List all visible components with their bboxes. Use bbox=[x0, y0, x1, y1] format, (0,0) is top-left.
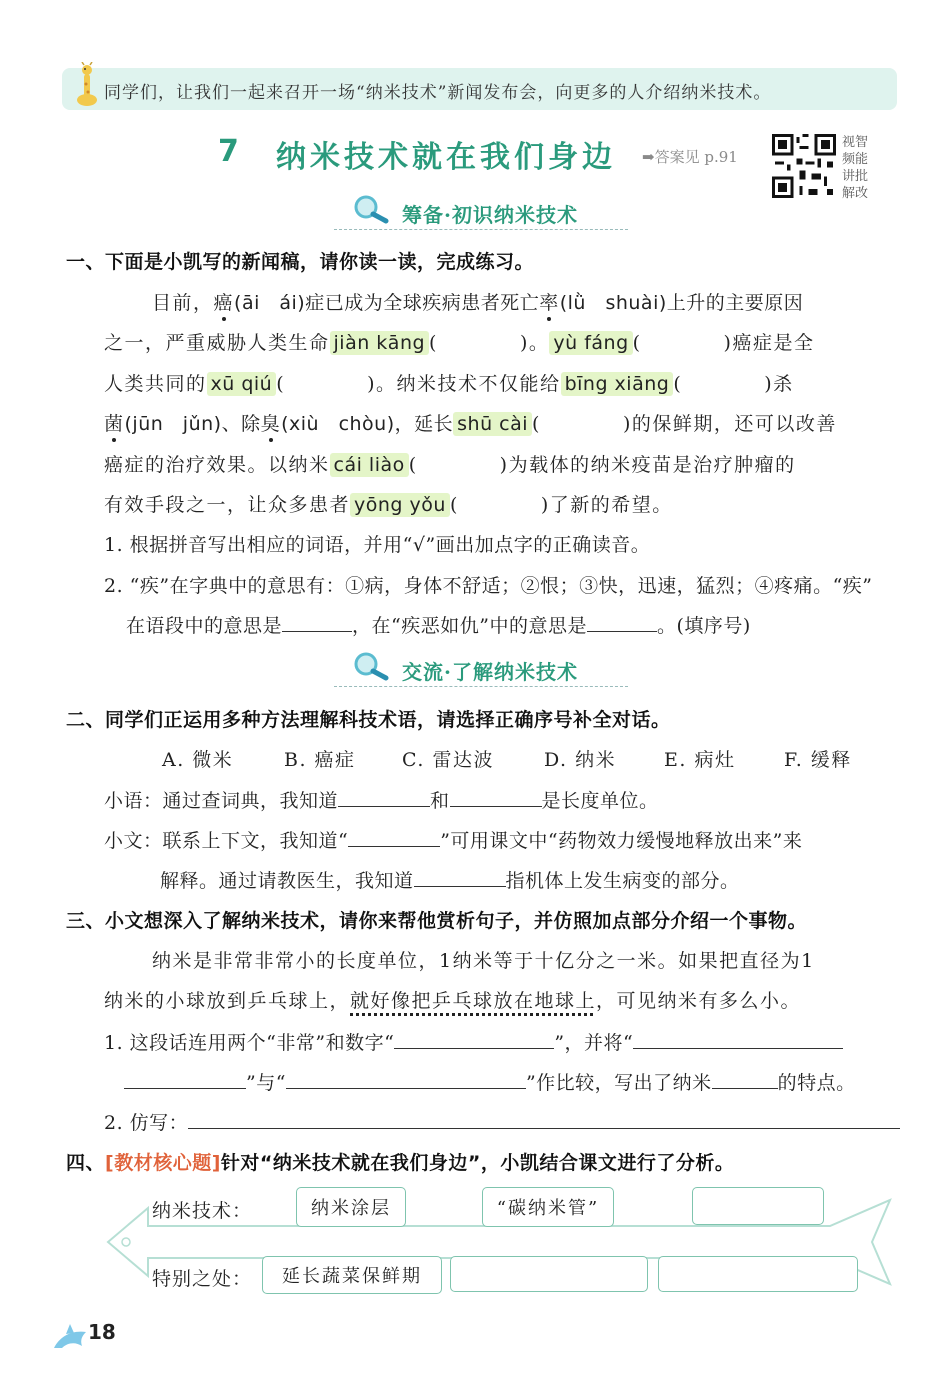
section-divider bbox=[334, 686, 628, 687]
q3-subquestion-2: 2. 仿写： bbox=[104, 1108, 900, 1135]
q3-passage-line-2: 纳米的小球放到乒乓球上，就好像把乒乓球放在地球上，可见纳米有多么小。 bbox=[104, 990, 802, 1012]
lesson-number: 7 bbox=[218, 134, 239, 169]
q1-paragraph-line-6: 有效手段之一，让众多患者 yōng yǒu ( )了新的希望。 bbox=[104, 494, 673, 516]
magnifier-icon bbox=[352, 651, 390, 681]
pinyin-cai-liao: cái liào bbox=[330, 453, 409, 477]
answer-blank[interactable] bbox=[450, 788, 542, 807]
answer-blank[interactable] bbox=[348, 828, 440, 847]
section-divider bbox=[334, 229, 628, 230]
answer-blank[interactable] bbox=[633, 1030, 843, 1049]
giraffe-icon bbox=[70, 62, 104, 108]
option-f: F. 缓释 bbox=[784, 749, 852, 771]
tech-box-1: 纳米涂层 bbox=[296, 1187, 406, 1227]
section-heading-exchange: 交流·了解纳米技术 bbox=[402, 660, 578, 684]
pinyin-yu-fang: yù fáng bbox=[549, 331, 632, 355]
banner-text: 同学们，让我们一起来召开一场“纳米技术”新闻发布会，向更多的人介绍纳米技术。 bbox=[104, 83, 772, 103]
question-1-heading: 一、下面是小凯写的新闻稿，请你读一读，完成练习。 bbox=[66, 251, 535, 273]
page-number: 18 bbox=[88, 1320, 116, 1344]
feature-box-3-empty[interactable] bbox=[658, 1256, 858, 1292]
feature-box-2-empty[interactable] bbox=[450, 1256, 648, 1292]
option-d: D. 纳米 bbox=[544, 749, 617, 771]
core-question-tag: [教材核心题] bbox=[105, 1152, 221, 1174]
question-3-heading: 三、小文想深入了解纳米技术，请你来帮他赏析句子，并仿照加点部分介绍一个事物。 bbox=[66, 910, 808, 932]
q3-subquestion-1: 1. 这段话连用两个“非常”和数字“ ”，并将“ bbox=[104, 1028, 843, 1055]
qr-label: 视智 频能 讲批 解改 bbox=[842, 135, 869, 201]
row-label-tech: 纳米技术： bbox=[152, 1200, 253, 1222]
pinyin-yong-you: yōng yǒu bbox=[350, 493, 450, 517]
q1-paragraph-line-4: 菌(jūn jǔn)、除臭(xiù chòu)，延长 shū cài ( )的保鲜期，还可以改善 bbox=[104, 413, 837, 435]
q1-paragraph-line-5: 癌症的治疗效果。以纳米 cái liào ( )为载体的纳米疫苗是治疗肿瘤的 bbox=[104, 454, 796, 476]
q2-dialogue-2: 小文：联系上下文，我知道“ ”可用课文中“药物效力缓慢地释放出来”来 bbox=[104, 830, 803, 852]
answer-blank[interactable] bbox=[124, 1070, 246, 1089]
pinyin-xu-qiu: xū qiú bbox=[207, 372, 277, 396]
option-e: E. 病灶 bbox=[664, 749, 736, 771]
answer-blank[interactable] bbox=[587, 613, 657, 632]
q2-dialogue-1: 小语：通过查词典，我知道 和 是长度单位。 bbox=[104, 790, 659, 812]
q3-subquestion-1-cont: ”与“ ”作比较，写出了纳米 的特点。 bbox=[124, 1068, 856, 1095]
section-heading-prepare: 筹备·初识纳米技术 bbox=[402, 203, 578, 227]
pinyin-shu-cai: shū cài bbox=[453, 412, 532, 436]
lesson-title: 纳米技术就在我们身边 bbox=[276, 140, 616, 175]
q1-paragraph-line-1: 目前，癌(āi ái)症已成为全球疾病患者死亡率(lǜ shuài)上升的主要原因 bbox=[152, 292, 804, 314]
option-c: C. 雷达波 bbox=[402, 749, 494, 771]
answer-reference[interactable]: ➡答案见 p.91 bbox=[642, 148, 738, 166]
q1-paragraph-line-2: 之一，严重威胁人类生命 jiàn kāng ( )。 yù fáng ( )癌症是全 bbox=[104, 332, 815, 354]
q1-subquestion-1: 1. 根据拼音写出相应的词语，并用“√”画出加点字的正确读音。 bbox=[104, 534, 651, 556]
answer-blank[interactable] bbox=[712, 1070, 778, 1089]
answer-blank[interactable] bbox=[414, 868, 506, 887]
dotted-phrase: 就好像把乒乓球放在地球上 bbox=[350, 990, 597, 1012]
answer-blank[interactable] bbox=[282, 613, 352, 632]
dolphin-icon bbox=[52, 1318, 92, 1354]
pinyin-jian-kang: jiàn kāng bbox=[330, 331, 430, 355]
answer-blank[interactable] bbox=[188, 1110, 900, 1129]
question-2-heading: 二、同学们正运用多种方法理解科技术语，请选择正确序号补全对话。 bbox=[66, 709, 671, 731]
answer-blank[interactable] bbox=[338, 788, 430, 807]
answer-blank[interactable] bbox=[394, 1030, 554, 1049]
q1-paragraph-line-3: 人类共同的 xū qiú ( )。纳米技术不仅能给 bīng xiāng ( )杀 bbox=[104, 373, 794, 395]
qr-code-icon[interactable] bbox=[772, 134, 836, 198]
row-label-feature: 特别之处： bbox=[152, 1268, 253, 1290]
feature-box-1: 延长蔬菜保鲜期 bbox=[262, 1256, 442, 1294]
magnifier-icon bbox=[352, 194, 390, 224]
q2-dialogue-3: 解释。通过请教医生，我知道 指机体上发生病变的部分。 bbox=[160, 870, 740, 892]
q3-passage-line-1: 纳米是非常非常小的长度单位，1纳米等于十亿分之一米。如果把直径为1 bbox=[152, 950, 815, 972]
option-b: B. 癌症 bbox=[284, 749, 356, 771]
question-4-heading: 四、[教材核心题]针对“纳米技术就在我们身边”，小凯结合课文进行了分析。 bbox=[66, 1152, 735, 1174]
tech-box-2: “碳纳米管” bbox=[482, 1187, 614, 1227]
option-a: A. 微米 bbox=[162, 749, 234, 771]
q1-subquestion-2-cont: 在语段中的意思是 ，在“疾恶如仇”中的意思是 。(填序号) bbox=[126, 615, 751, 637]
answer-blank[interactable] bbox=[286, 1070, 526, 1089]
pinyin-bing-xiang: bīng xiāng bbox=[561, 372, 674, 396]
tech-box-3-empty[interactable] bbox=[692, 1187, 824, 1225]
q1-subquestion-2: 2. “疾”在字典中的意思有：①病，身体不舒适；②恨；③快，迅速，猛烈；④疼痛。“疾” bbox=[104, 575, 873, 597]
